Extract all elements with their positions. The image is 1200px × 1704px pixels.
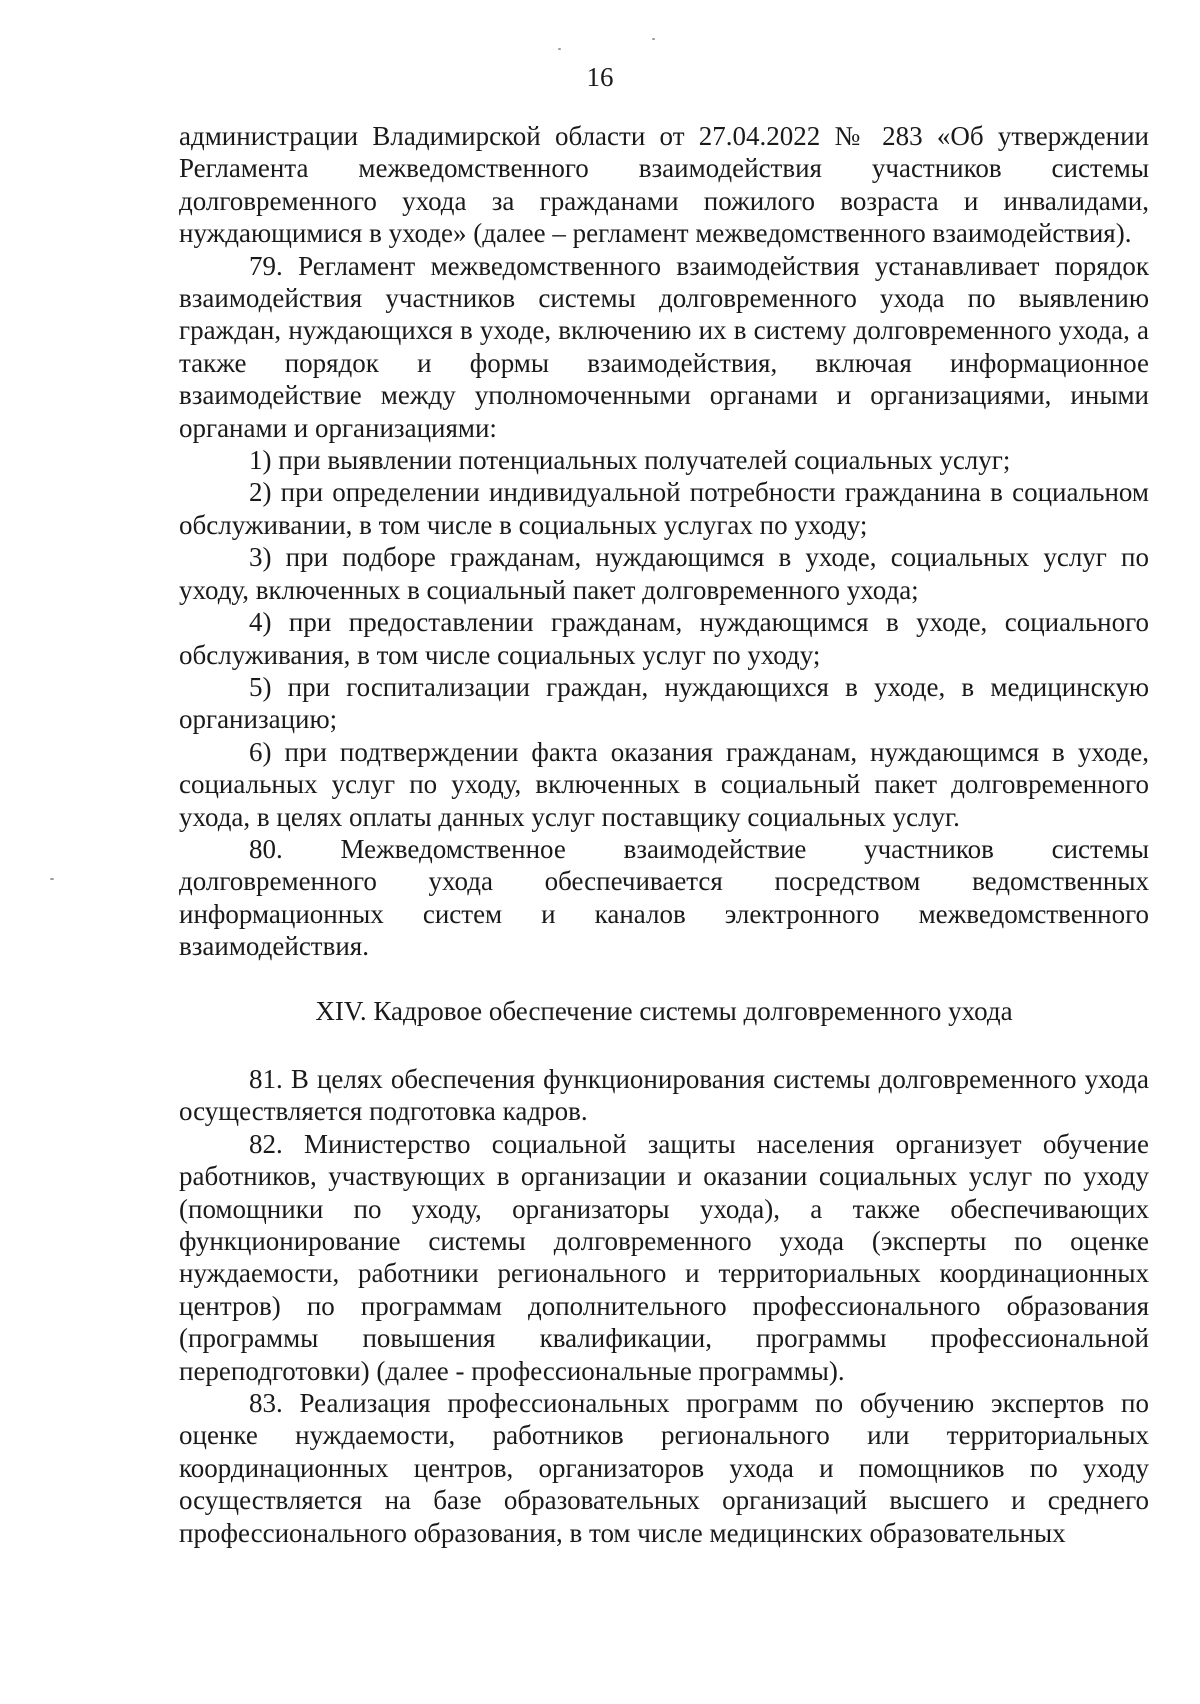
page-number: 16 (586, 62, 614, 92)
scan-speck (50, 878, 54, 880)
section-heading: XIV. Кадровое обеспечение системы долговременного ухода (315, 995, 1013, 1026)
body-paragraph: 2) при определении индивидуальной потребности гражданина в социальном обслуживании, в том числе в социальных услугах по уходу; (179, 477, 1149, 540)
body-paragraph: 80. Межведомственное взаимодействие участников системы долговременного ухода обеспечивается посредством ведомственных информационных систем и каналов электронного межведомственного взаимодействия. (179, 833, 1149, 962)
body-paragraph: 3) при подборе гражданам, нуждающимся в уходе, социальных услуг по уходу, включенных в социальный пакет долговременного ухода; (179, 542, 1149, 605)
body-paragraph: 5) при госпитализации граждан, нуждающихся в уходе, в медицинскую организацию; (179, 671, 1149, 735)
body-paragraph: 81. В целях обеспечения функционирования системы долговременного ухода осуществляется подготовка кадров. (179, 1063, 1149, 1127)
body-paragraph: 82. Министерство социальной защиты населения организует обучение работников, участвующих в организации и оказании социальных услуг по уходу (помощники по уходу, организаторы ухода), а также обеспечивающих функционирование системы долговременного ухода (эксперты по оценке нуждаемости, работники регионального и территориальных координационных центров) по программам дополнительного профессионального образования (программы повышения квалификации, программы профессиональной переподготовки) (далее - профессиональные программы). (179, 1128, 1149, 1386)
scan-speck (558, 48, 561, 50)
body-paragraph: администрации Владимирской области от 27.04.2022 № 283 «Об утверждении Регламента межведомственного взаимодействия участников системы долговременного ухода за гражданами пожилого возраста и инвалидами, нуждающимися в уходе» (далее – регламент межведомственного взаимодействия). (179, 121, 1149, 249)
body-paragraph: 1) при выявлении потенциальных получателей социальных услуг; (249, 445, 1011, 476)
scan-speck (652, 38, 655, 40)
body-paragraph: 79. Регламент межведомственного взаимодействия устанавливает порядок взаимодействия участников системы долговременного ухода по выявлению граждан, нуждающихся в уходе, включению их в систему долговременного ухода, а также порядок и формы взаимодействия, включая информационное взаимодействие между уполномоченными органами и организациями, иными органами и организациями: (179, 250, 1149, 443)
body-paragraph: 6) при подтверждении факта оказания гражданам, нуждающимся в уходе, социальных услуг по уходу, включенных в социальный пакет долговременного ухода, в целях оплаты данных услуг поставщику социальных услуг. (179, 736, 1149, 832)
body-paragraph: 4) при предоставлении гражданам, нуждающимся в уходе, социального обслуживания, в том числе социальных услуг по уходу; (179, 607, 1149, 670)
document-body (179, 120, 1149, 1549)
body-paragraph: 83. Реализация профессиональных программ по обучению экспертов по оценке нуждаемости, работников регионального или территориальных координационных центров, организаторов ухода и помощников по уходу осуществляется на базе образовательных организаций высшего и среднего профессионального образования, в том числе медицинских образовательных (179, 1388, 1149, 1548)
